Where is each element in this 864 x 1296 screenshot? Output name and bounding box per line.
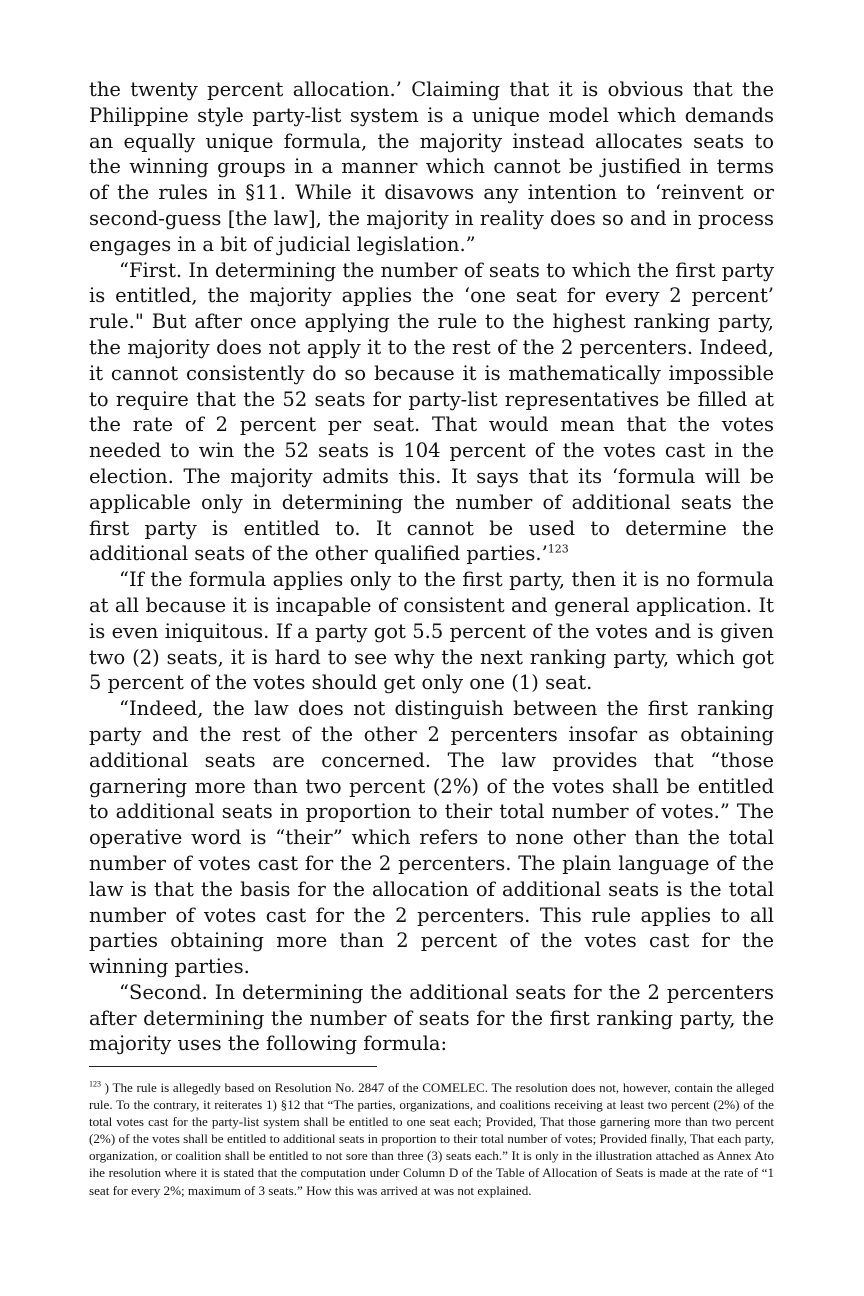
body-text [89, 77, 774, 1057]
footnote-text: ) The rule is allegedly based on Resolution No. 2847 of the COMELEC. The resolution does not, however, contain the alleged rule. To the contrary, it reiterates 1) §12 that “The parties, organizations, and coalitions receiving at least two percent (2%) of the total votes cast for the party-list system shall be entitled to one seat each; Provided, That those garnering more than two percent (2%) of the votes shall be entitled to additional seats in proportion to their total number of votes; Provided finally, That each party, organization, or coalition shall be entitled to not sore than three (3) seats each.” It is only in the illustration attached as Annex Ato ihe resolution where it is stated that the computation under Column D of the Table of Allocation of Seats is made at the rate of “1 seat for every 2%; maximum of 3 seats.” How this was arrived at was not explained. [89, 1080, 774, 1198]
paragraph-text: the twenty percent allocation.’ Claiming that it is obvious that the Philippine style party-list system is a unique model which demands an equally unique formula, the majority instead allocates seats to the winning groups in a manner which cannot be justified in terms of the rules in §11. While it disavows any intention to ‘reinvent or second-guess [the law], the majority in reality does so and in process engages in a bit of judicial legislation.” [89, 78, 774, 256]
paragraph-first [89, 258, 774, 568]
paragraph-text: “First. In determining the number of seats to which the first party is entitled, the majority applies the ‘one seat for every 2 percent’ rule." But after once applying the rule to the highest ranking party, the majority does not apply it to the rest of the 2 percenters. Indeed, it cannot consistently do so because it is mathematically impossible to require that the 52 seats for party-list representatives be filled at the rate of 2 percent per seat. That would mean that the votes needed to win the 52 seats is 104 percent of the votes cast in the election. The majority admits this. It says that its ‘formula will be applicable only in determining the number of additional seats the first party is entitled to. It cannot be used to determine the additional seats of the other qualified parties.’ [89, 258, 774, 566]
footnote-separator [89, 1066, 377, 1067]
paragraph-formula [89, 567, 774, 696]
footnote [89, 1079, 774, 1199]
paragraph-text: “Indeed, the law does not distinguish between the first ranking party and the rest of the other 2 percenters insofar as obtaining additional seats are concerned. The law provides that “those garnering more than two percent (2%) of the votes shall be entitled to additional seats in proportion to their total number of votes.” The operative word is “their” which refers to none other than the total number of votes cast for the 2 percenters. The plain language of the law is that the basis for the allocation of additional seats is the total number of votes cast for the 2 percenters. This rule applies to all parties obtaining more than 2 percent of the votes cast for the winning parties. [89, 697, 774, 979]
footnote-reference[interactable]: 123 [547, 542, 569, 556]
footnote-marker: 123 [89, 1079, 101, 1089]
paragraph-indeed [89, 696, 774, 980]
paragraph-continuation [89, 77, 774, 258]
paragraph-second [89, 980, 774, 1057]
paragraph-text: “Second. In determining the additional seats for the 2 percenters after determining the number of seats for the first ranking party, the majority uses the following formula: [89, 980, 774, 1056]
paragraph-text: “If the formula applies only to the first party, then it is no formula at all because it is incapable of consistent and general application. It is even iniquitous. If a party got 5.5 percent of the votes and is given two (2) seats, it is hard to see why the next ranking party, which got 5 percent of the votes should get only one (1) seat. [89, 568, 774, 695]
